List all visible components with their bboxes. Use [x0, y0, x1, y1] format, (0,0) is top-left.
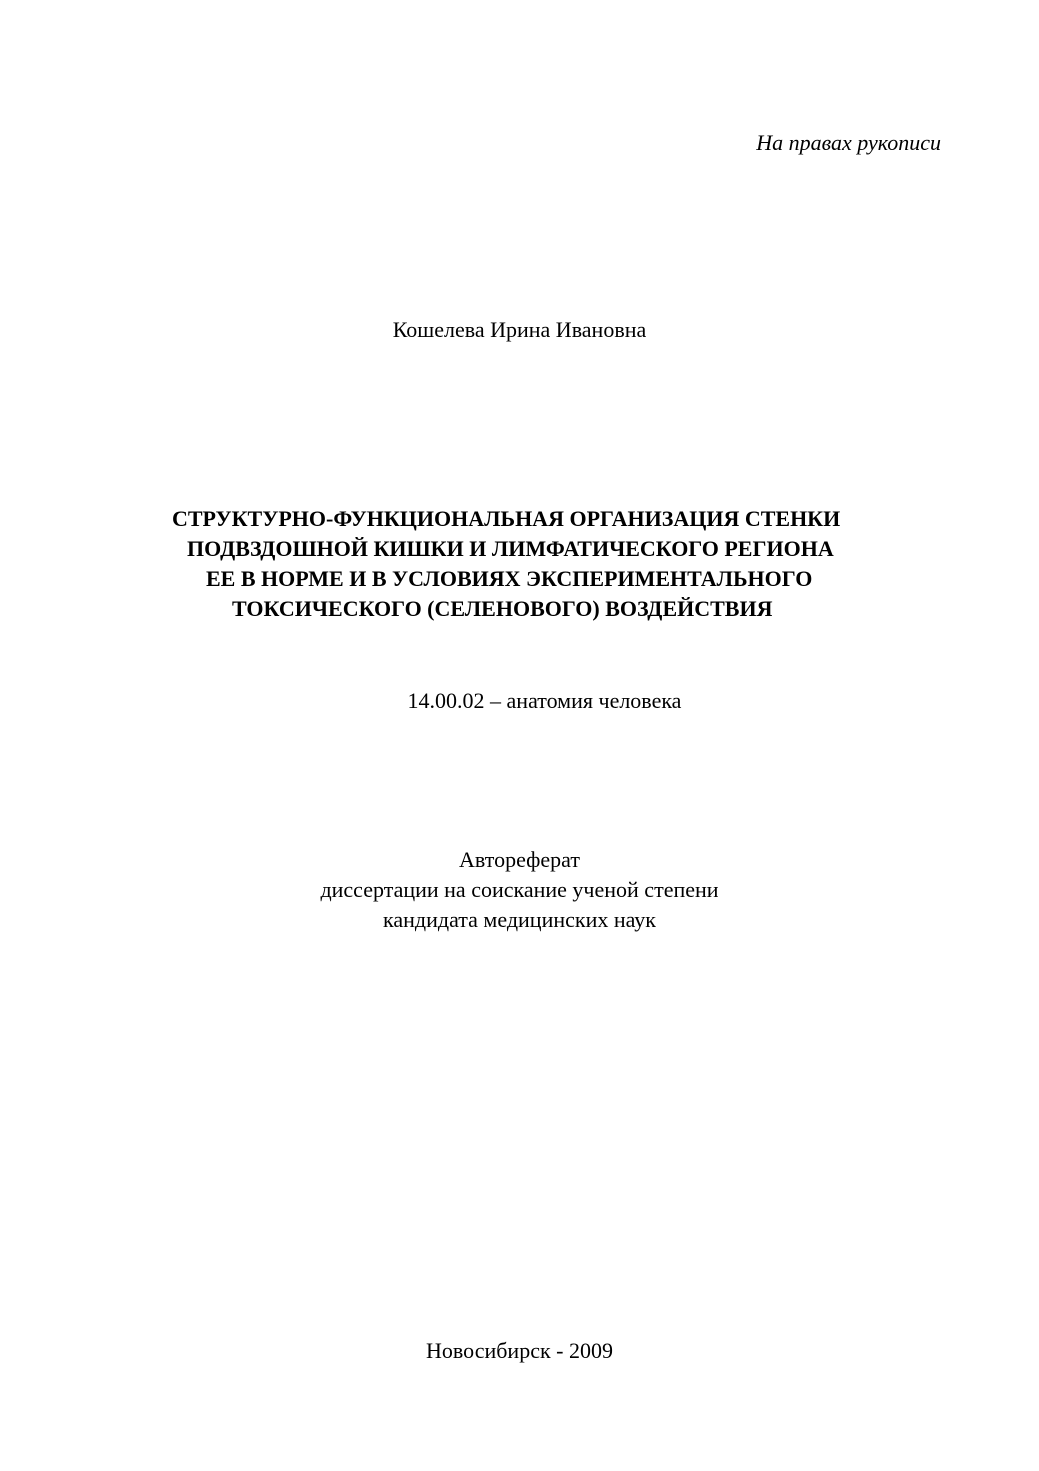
degree-field-line: кандидата медицинских наук: [383, 907, 656, 932]
title-line: ТОКСИЧЕСКОГО (СЕЛЕНОВОГО) ВОЗДЕЙСТВИЯ: [232, 596, 773, 621]
title-line: СТРУКТУРНО-ФУНКЦИОНАЛЬНАЯ ОРГАНИЗАЦИЯ СТЕНКИ: [172, 506, 841, 531]
specialty-code: 14.00.02 – анатомия человека: [407, 688, 682, 713]
abstract-description: [0, 845, 1039, 935]
title-line: ПОДВЗДОШНОЙ КИШКИ И ЛИМФАТИЧЕСКОГО РЕГИОНА: [187, 536, 834, 561]
abstract-label: Автореферат: [459, 847, 580, 872]
city-year: Новосибирск - 2009: [426, 1338, 613, 1363]
author-name: Кошелева Ирина Ивановна: [392, 317, 647, 342]
manuscript-note: На правах рукописи: [756, 130, 941, 155]
degree-line: диссертации на соискание ученой степени: [320, 877, 719, 902]
title-line: ЕЕ В НОРМЕ И В УСЛОВИЯХ ЭКСПЕРИМЕНТАЛЬНОГО: [206, 566, 813, 591]
